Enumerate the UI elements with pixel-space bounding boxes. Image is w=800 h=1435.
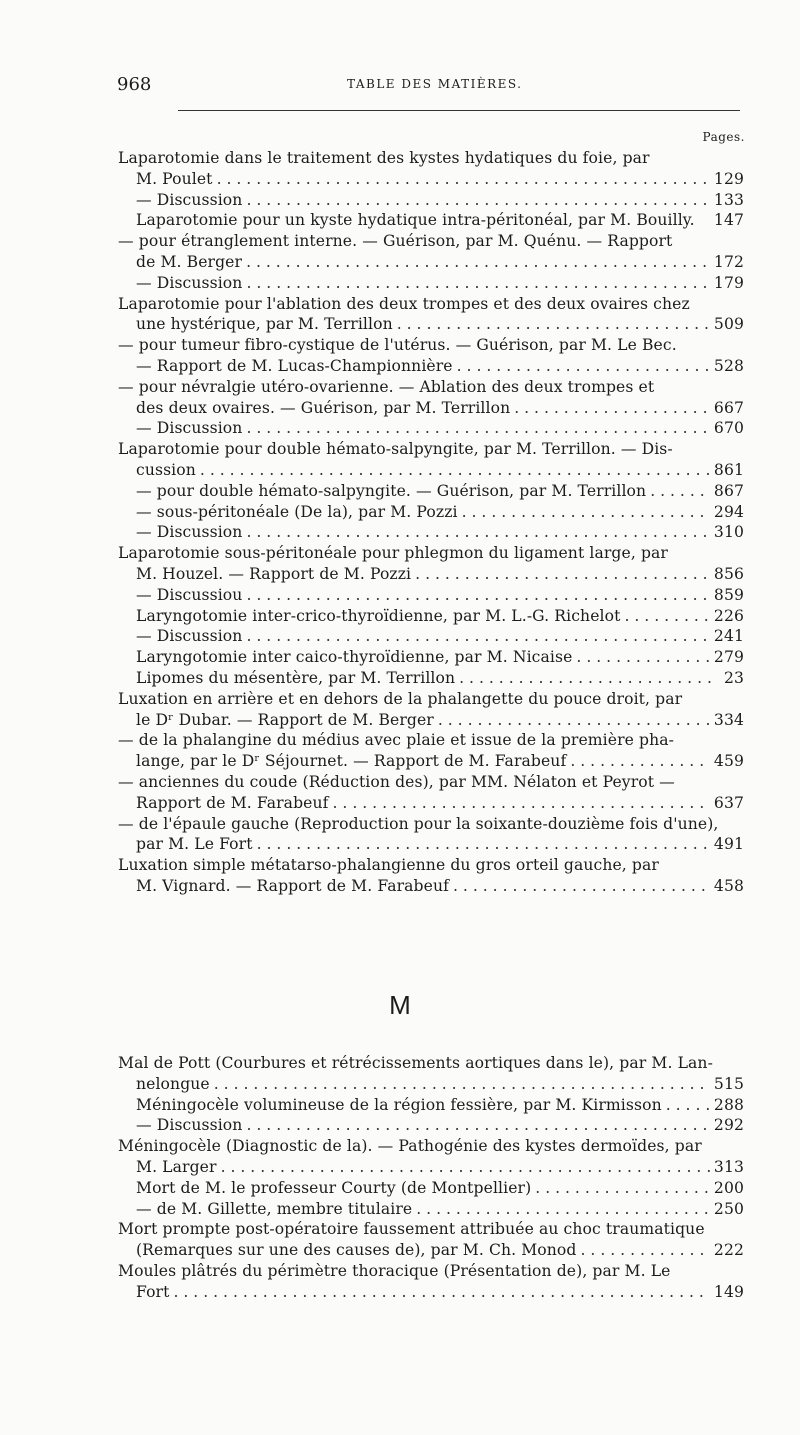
- index-entry: [118, 377, 744, 419]
- index-entry: [118, 1053, 744, 1095]
- entry-text-continued: — pour double hémato-salpyngite. — Guérison, par M. Terrillon: [136, 481, 647, 500]
- entry-text-continued: par M. Le Fort: [136, 835, 253, 854]
- dot-leader: [200, 460, 710, 481]
- entry-text-continued: — sous-péritonéale (De la), par M. Pozzi: [136, 502, 458, 521]
- entry-page-number: 509: [713, 315, 744, 334]
- entry-page-number: 279: [713, 648, 744, 667]
- dot-leader: [246, 252, 710, 273]
- index-entry: [118, 210, 744, 231]
- index-entry: [118, 1199, 744, 1220]
- entry-page-number: 458: [713, 876, 744, 895]
- entry-page-number: 856: [713, 564, 744, 583]
- entry-text: Méningocèle (Diagnostic de la). — Pathogénie des kystes dermoïdes, par: [118, 1137, 702, 1156]
- index-entry: [118, 294, 744, 336]
- entry-text-continued: M. Poulet: [136, 169, 213, 188]
- dot-leader: [415, 564, 710, 585]
- dot-leader: [581, 1240, 710, 1261]
- entry-text-continued: — Rapport de M. Lucas-Championnière: [136, 356, 453, 375]
- entry-text-continued: nelongue: [136, 1074, 210, 1093]
- entry-text: — pour étranglement interne. — Guérison, par M. Quénu. — Rapport: [118, 232, 673, 251]
- entry-text-continued: Laryngotomie inter-crico-thyroïdienne, par M. L.-G. Richelot: [136, 606, 621, 625]
- entry-page-number: 149: [713, 1282, 744, 1301]
- dot-leader: [416, 1199, 710, 1220]
- entry-text-continued: le Dʳ Dubar. — Rapport de M. Berger: [136, 710, 434, 729]
- entry-text: Mort prompte post-opératoire faussement attribuée au choc traumatique: [118, 1220, 705, 1239]
- index-entry: [118, 772, 744, 814]
- index-entry: [118, 439, 744, 481]
- page-number: 968: [117, 74, 152, 95]
- index-entry: [118, 418, 744, 439]
- index-entry: [118, 689, 744, 731]
- entry-page-number: 200: [713, 1178, 744, 1197]
- entry-text-continued: (Remarques sur une des causes de), par M. Ch. Monod: [136, 1241, 577, 1260]
- entry-page-number: 637: [713, 793, 744, 812]
- entry-page-number: 861: [713, 460, 744, 479]
- index-entry: [118, 1136, 744, 1178]
- entry-text: — pour tumeur fibro-cystique de l'utérus. — Guérison, par M. Le Bec.: [118, 336, 677, 355]
- entry-text: Luxation en arrière et en dehors de la phalangette du pouce droit, par: [118, 689, 683, 708]
- pages-column-label: Pages.: [702, 130, 745, 144]
- dot-leader: [246, 626, 709, 647]
- index-entry: [118, 190, 744, 211]
- page-header: [117, 74, 722, 100]
- entry-text-continued: — Discussiou: [136, 585, 243, 604]
- index-entry: [118, 626, 744, 647]
- dot-leader: [246, 585, 709, 606]
- dot-leader: [666, 1095, 710, 1116]
- entry-page-number: 310: [713, 523, 744, 542]
- entry-text-continued: — Discussion: [136, 523, 243, 542]
- index-entry: [118, 481, 744, 502]
- dot-leader: [333, 793, 710, 814]
- entry-text-continued: — Discussion: [136, 273, 243, 292]
- index-entry: [118, 730, 744, 772]
- dot-leader: [457, 356, 710, 377]
- entry-text-continued: une hystérique, par M. Terrillon: [136, 315, 393, 334]
- index-entry: [118, 502, 744, 523]
- dot-leader: [246, 273, 709, 294]
- entry-page-number: 867: [713, 481, 744, 500]
- entry-text-continued: Rapport de M. Farabeuf: [136, 793, 329, 812]
- index-entry: [118, 647, 744, 668]
- entry-text-continued: Lipomes du mésentère, par M. Terrillon: [136, 668, 456, 687]
- index-entry: [118, 1219, 744, 1261]
- dot-leader: [173, 1282, 709, 1303]
- dot-leader: [462, 502, 710, 523]
- index-entry: [118, 231, 744, 273]
- dot-leader: [576, 647, 710, 668]
- index-entry: [118, 335, 744, 377]
- entry-page-number: 23: [723, 668, 744, 687]
- entry-text-continued: lange, par le Dʳ Séjournet. — Rapport de M. Farabeuf: [136, 752, 567, 771]
- entry-text: — de l'épaule gauche (Reproduction pour la soixante-douzième fois d'une),: [118, 814, 719, 833]
- entry-page-number: 241: [713, 627, 744, 646]
- entry-text-continued: Méningocèle volumineuse de la région fessière, par M. Kirmisson: [136, 1095, 662, 1114]
- entry-page-number: 667: [713, 398, 744, 417]
- index-entries-l: [118, 148, 744, 897]
- entry-text: — anciennes du coude (Réduction des), par MM. Nélaton et Peyrot —: [118, 772, 675, 791]
- index-entry: [118, 148, 744, 190]
- entry-text-continued: Laryngotomie inter caico-thyroïdienne, par M. Nicaise: [136, 648, 573, 667]
- dot-leader: [246, 190, 709, 211]
- dot-leader: [459, 668, 712, 689]
- dot-leader: [570, 751, 710, 772]
- entry-text: Laparotomie sous-péritonéale pour phlegmon du ligament large, par: [118, 544, 668, 563]
- dot-leader: [650, 481, 710, 502]
- entry-text: — de la phalangine du médius avec plaie et issue de la première pha-: [118, 731, 675, 750]
- dot-leader: [221, 1157, 710, 1178]
- running-title: TABLE DES MATIÈRES.: [347, 77, 523, 91]
- entry-page-number: 294: [713, 502, 744, 521]
- entry-text-continued: de M. Berger: [136, 252, 243, 271]
- entry-page-number: 147: [713, 211, 744, 230]
- entry-page-number: 222: [713, 1241, 744, 1260]
- entry-page-number: 133: [713, 190, 744, 209]
- section-letter: M: [389, 990, 411, 1020]
- dot-leader: [397, 314, 710, 335]
- entry-text-continued: Fort: [136, 1282, 170, 1301]
- entry-text: Luxation simple métatarso-phalangienne du gros orteil gauche, par: [118, 856, 659, 875]
- entry-page-number: 859: [713, 585, 744, 604]
- index-entry: [118, 543, 744, 585]
- entry-page-number: 313: [713, 1157, 744, 1176]
- entry-text: — pour névralgie utéro-ovarienne. — Ablation des deux trompes et: [118, 377, 655, 396]
- index-entry: [118, 1261, 744, 1303]
- entry-page-number: 459: [713, 752, 744, 771]
- entry-page-number: 528: [713, 356, 744, 375]
- entry-text: Mal de Pott (Courbures et rétrécissements aortiques dans le), par M. Lan-: [118, 1054, 713, 1072]
- dot-leader: [257, 834, 710, 855]
- entry-page-number: 670: [713, 419, 744, 438]
- entry-page-number: 292: [713, 1116, 744, 1135]
- dot-leader: [438, 710, 710, 731]
- entry-text-continued: cussion: [136, 460, 196, 479]
- entry-page-number: 515: [713, 1074, 744, 1093]
- index-entry: [118, 606, 744, 627]
- entry-text-continued: — de M. Gillette, membre titulaire: [136, 1199, 413, 1218]
- entry-page-number: 172: [713, 252, 744, 271]
- entry-text-continued: M. Houzel. — Rapport de M. Pozzi: [136, 564, 412, 583]
- index-entry: [118, 1095, 744, 1116]
- entry-page-number: 334: [713, 710, 744, 729]
- entry-text: Moules plâtrés du périmètre thoracique (Présentation de), par M. Le: [118, 1261, 671, 1280]
- index-entries-m: [118, 1053, 744, 1303]
- entry-text-continued: M. Larger: [136, 1157, 217, 1176]
- entry-text-continued: — Discussion: [136, 1116, 243, 1135]
- index-entry: [118, 814, 744, 856]
- entry-page-number: 250: [713, 1199, 744, 1218]
- header-rule: [178, 110, 740, 111]
- entry-text: Laparotomie pour un kyste hydatique intra-péritonéal, par M. Bouilly.: [136, 211, 695, 230]
- dot-leader: [214, 1074, 710, 1095]
- entry-text: Laparotomie dans le traitement des kystes hydatiques du foie, par: [118, 149, 650, 167]
- dot-leader: [514, 398, 710, 419]
- index-entry: [118, 522, 744, 543]
- dot-leader: [535, 1178, 710, 1199]
- entry-page-number: 179: [713, 273, 744, 292]
- dot-leader: [246, 418, 709, 439]
- entry-text-continued: des deux ovaires. — Guérison, par M. Terrillon: [136, 398, 511, 417]
- entry-text-continued: — Discussion: [136, 627, 243, 646]
- entry-page-number: 226: [713, 606, 744, 625]
- dot-leader: [246, 522, 709, 543]
- entry-text-continued: Mort de M. le professeur Courty (de Montpellier): [136, 1178, 532, 1197]
- entry-page-number: 491: [713, 835, 744, 854]
- index-entry: [118, 1115, 744, 1136]
- dot-leader: [246, 1115, 709, 1136]
- entry-text-continued: — Discussion: [136, 419, 243, 438]
- index-entry: [118, 855, 744, 897]
- dot-leader: [453, 876, 710, 897]
- dot-leader: [624, 606, 709, 627]
- index-entry: [118, 273, 744, 294]
- index-entry: [118, 668, 744, 689]
- entry-page-number: 129: [713, 169, 744, 188]
- index-entry: [118, 1178, 744, 1199]
- entry-text-continued: — Discussion: [136, 190, 243, 209]
- entry-page-number: 288: [713, 1095, 744, 1114]
- index-entry: [118, 585, 744, 606]
- dot-leader: [217, 169, 710, 190]
- entry-text: Laparotomie pour l'ablation des deux trompes et des deux ovaires chez: [118, 294, 690, 313]
- entry-text-continued: M. Vignard. — Rapport de M. Farabeuf: [136, 876, 449, 895]
- entry-text: Laparotomie pour double hémato-salpyngite, par M. Terrillon. — Dis-: [118, 440, 673, 459]
